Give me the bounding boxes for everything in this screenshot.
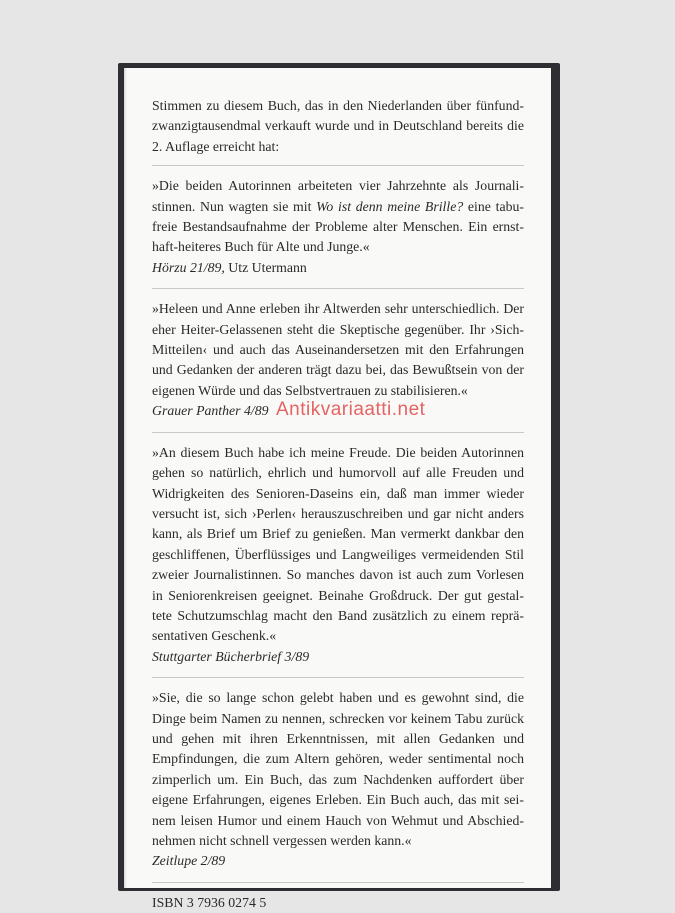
quote-source: Zeitlupe 2/89 [152, 853, 226, 869]
divider [152, 288, 524, 289]
isbn: ISBN 3 7936 0274 5 [152, 894, 267, 910]
intro-paragraph: Stimmen zu diesem Buch, das in den Niederlanden über fünfundzwanzigtausendmal verkauft wurde und in Deutschland bereits die 2. Auflage erreicht hat: [152, 98, 524, 154]
review-quote-3 [152, 443, 524, 667]
quote-source: Stuttgarter Bücherbrief 3/89 [152, 648, 310, 664]
back-cover [124, 68, 551, 910]
review-quote-4 [152, 688, 524, 872]
blurb-text [152, 96, 524, 913]
book-title: Wo ist denn meine Brille? [316, 198, 464, 214]
quote-source: Hörzu 21/89, Utz Utermann [152, 259, 307, 275]
quote-text: »An diesem Buch habe ich meine Freude. Die beiden Autorinnen gehen so natürlich, ehrlich und humorvoll auf alle Freuden und Widrigkeiten des Senioren-Daseins ein, daß man immer wieder versucht ist, sich ›Perlen‹ herauszuschreiben und gar nicht anders kann, als Brief um Brief zu genießen. Man vermerkt dankbar den geschliffenen, Überflüssiges und Langweiliges vermeidenden Stil zweier Journalistinnen. So manches davon ist auch zum Vorlesen in Seniorenkreisen geeignet. Beinahe Großdruck. Der gut gestaltete Schutzumschlag macht den Band zusätzlich zu einem repräsentativen Geschenk.« [152, 444, 524, 644]
review-quote-1 [152, 176, 524, 278]
divider [152, 677, 524, 678]
watermark: Antikvariaatti.net [276, 399, 426, 420]
quote-source: Grauer Panther 4/89 [152, 403, 269, 419]
divider [152, 882, 524, 883]
divider [152, 165, 524, 166]
quote-text: »Die beiden Autorinnen arbeiteten vier Jahrzehnte als Journalistinnen. Nun wagten sie mit Wo ist denn meine Brille? eine tabufreie Bestandsaufnahme der Probleme alter Menschen. Ein ernsthaft-heiteres Buch für Alte und Junge.« [152, 178, 524, 255]
quote-text: »Heleen und Anne erleben ihr Altwerden sehr unterschiedlich. Der eher Heiter-Gelassenen steht die Skeptische gegenüber. Ihr ›Sich-Mitteilen‹ und auch das Auseinandersetzen mit den Erfahrungen und Gedanken der anderen trägt dazu bei, das Bewußtsein von der eigenen Würde und das Selbstvertrauen zu stabilisieren.« [152, 301, 524, 398]
quote-text: »Sie, die so lange schon gelebt haben und es gewohnt sind, die Dinge beim Namen zu nennen, schrecken vor keinem Tabu zurück und gehen mit ihren Erkenntnissen, mit allen Gedanken und Empfindungen, die zum Altern gehören, weder sentimental noch zimperlich um. Ein Buch, das zum Nachdenken auffordert über eigene Erfahrungen, eigenes Erleben. Ein Buch auch, das mit seinem leisen Humor und einem Hauch von Wehmut und Abschiednehmen nicht schnell vergessen werden kann.« [152, 690, 524, 848]
divider [152, 432, 524, 433]
